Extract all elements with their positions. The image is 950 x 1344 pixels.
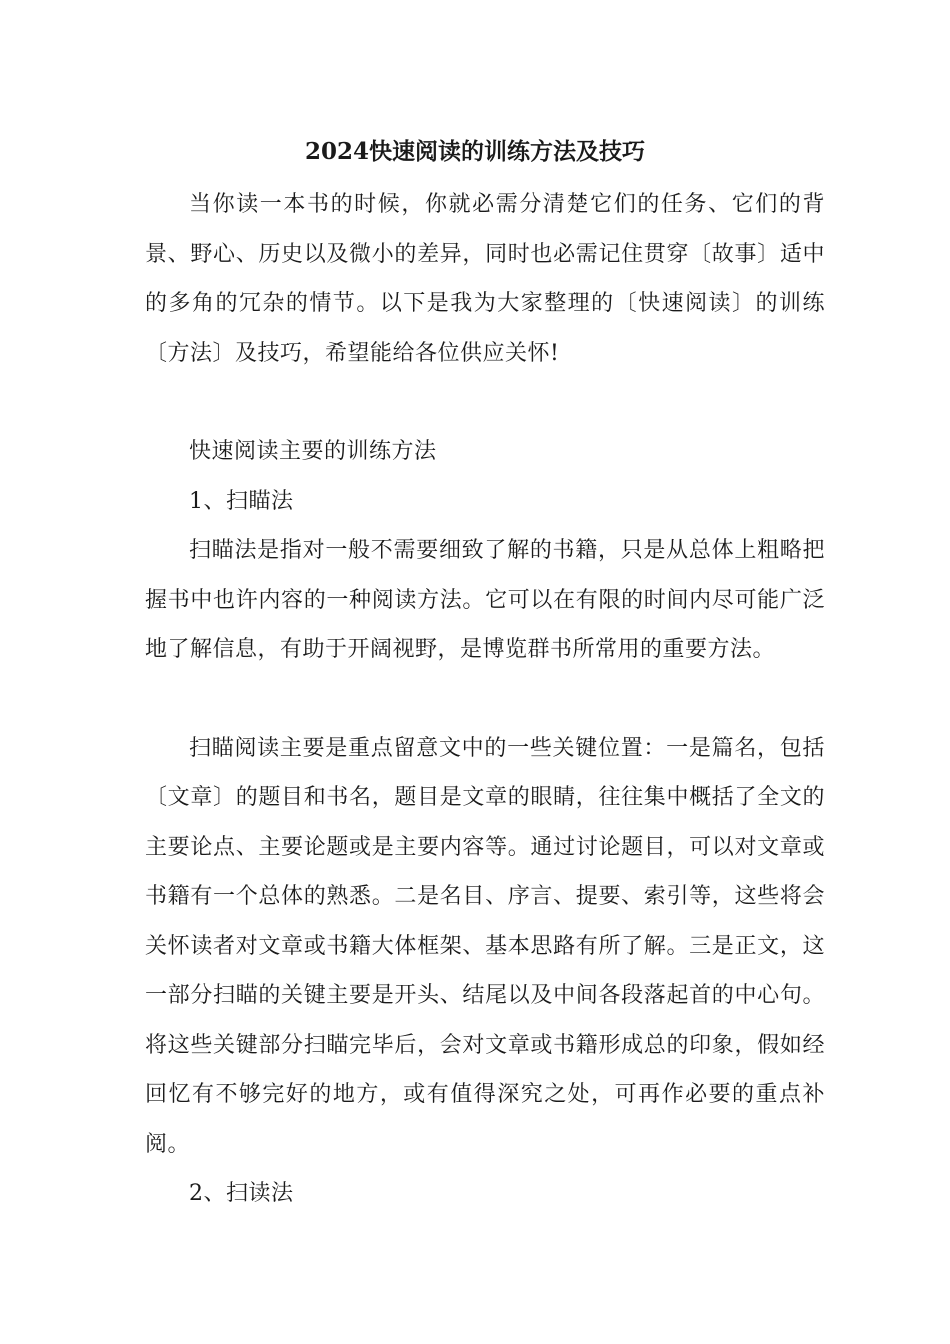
item1-paragraph-1: 扫瞄法是指对一般不需要细致了解的书籍，只是从总体上粗略把握书中也许内容的一种阅读方法。它可以在有限的时间内尽可能广泛地了解信息，有助于开阔视野，是博览群书所常用的重要方法。 [145, 538, 825, 662]
item2-heading: 2、扫读法 [189, 1181, 294, 1206]
intro-paragraph: 当你读一本书的时候，你就必需分清楚它们的任务、它们的背景、野心、历史以及微小的差异，同时也必需记住贯穿〔故事〕适中的多角的冗杂的情节。以下是我为大家整理的〔快速阅读〕的训练〔方法〕及技巧，希望能给各位供应关怀! [145, 192, 825, 366]
spacer [145, 378, 825, 427]
spacer [145, 675, 825, 724]
document-title: 2024快速阅读的训练方法及技巧 [304, 138, 645, 165]
document-body [145, 180, 825, 1219]
item1-heading: 1、扫瞄法 [189, 488, 294, 514]
section-heading: 快速阅读主要的训练方法 [189, 439, 437, 464]
item1-paragraph-2: 扫瞄阅读主要是重点留意文中的一些关键位置：一是篇名，包括〔文章〕的题目和书名，题目是文章的眼睛，往往集中概括了全文的主要论点、主要论题或是主要内容等。通过讨论题目，可以对文章或书籍有一个总体的熟悉。二是名目、序言、提要、索引等，这些将会关怀读者对文章或书籍大体框架、基本思路有所了解。三是正文，这一部分扫瞄的关键主要是开头、结尾以及中间各段落起首的中心句。将这些关键部分扫瞄完毕后，会对文章或书籍形成总的印象，假如经回忆有不够完好的地方，或有值得深究之处，可再作必要的重点补阅。 [145, 735, 825, 1157]
